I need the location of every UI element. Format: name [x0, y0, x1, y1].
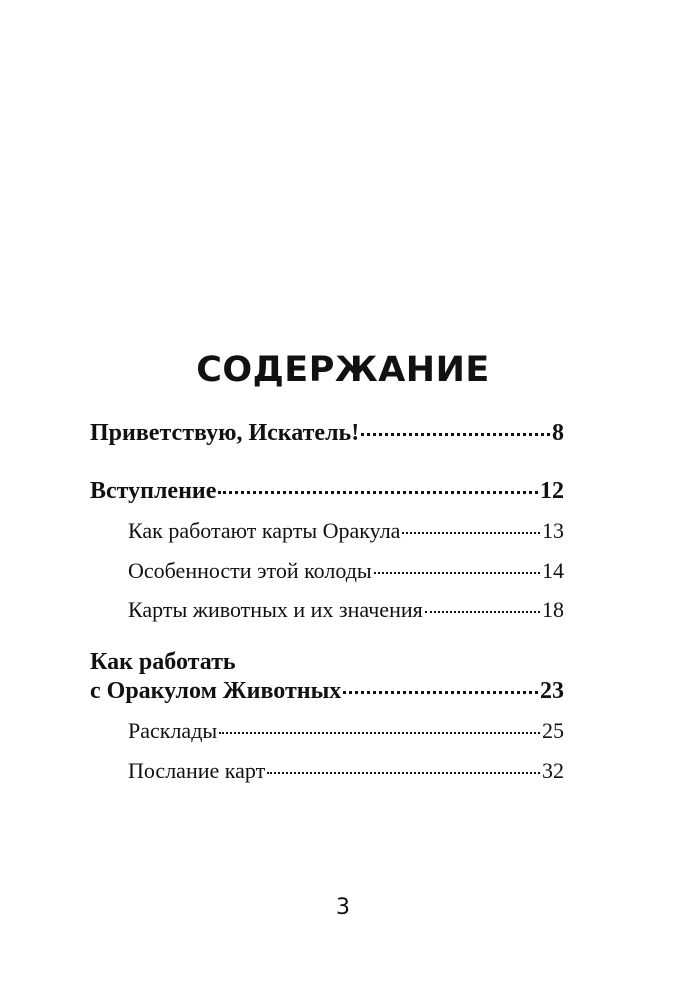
toc-subentry-page: 13: [542, 518, 564, 543]
toc-subentry[interactable]: [128, 518, 564, 544]
toc-entry-label: Приветствую, Искатель!: [90, 420, 360, 446]
toc-subentry[interactable]: [128, 718, 564, 744]
toc-heading: СОДЕРЖАНИЕ: [196, 350, 490, 390]
dot-leader: [402, 532, 540, 534]
toc-subentry[interactable]: [128, 558, 564, 584]
dot-leader: [218, 491, 538, 494]
toc-entry-page: 12: [540, 478, 564, 504]
dot-leader: [219, 732, 540, 734]
toc-entry-label: Вступление: [90, 478, 217, 504]
toc-subentry[interactable]: [128, 758, 564, 784]
dot-leader: [361, 433, 550, 436]
toc-subentry-label: Послание карт: [128, 758, 266, 783]
toc-entry-intro[interactable]: [90, 478, 564, 505]
toc-subentry-page: 25: [542, 718, 564, 743]
dot-leader: [374, 572, 540, 574]
toc-entry-howto-line1[interactable]: Как работать: [90, 649, 236, 675]
toc-subentry-label: Карты животных и их значения: [128, 597, 423, 622]
toc-subentry-label: Расклады: [128, 718, 218, 743]
toc-subentry-page: 32: [542, 758, 564, 783]
toc-subentry-page: 18: [542, 597, 564, 622]
toc-subentry-label: Особенности этой колоды: [128, 558, 372, 583]
toc-subentry-label: Как работают карты Оракула: [128, 518, 401, 543]
toc-subentry-page: 14: [542, 558, 564, 583]
toc-entry-howto[interactable]: [90, 678, 564, 705]
toc-entry-page: 23: [540, 678, 564, 704]
dot-leader: [425, 611, 540, 613]
dot-leader: [343, 691, 538, 694]
toc-entry-greeting[interactable]: [90, 420, 564, 447]
dot-leader: [267, 772, 540, 774]
toc-subentry[interactable]: [128, 597, 564, 623]
page-number: 3: [336, 895, 350, 920]
toc-entry-label: с Оракулом Животных: [90, 678, 342, 704]
toc-entry-page: 8: [552, 420, 564, 446]
